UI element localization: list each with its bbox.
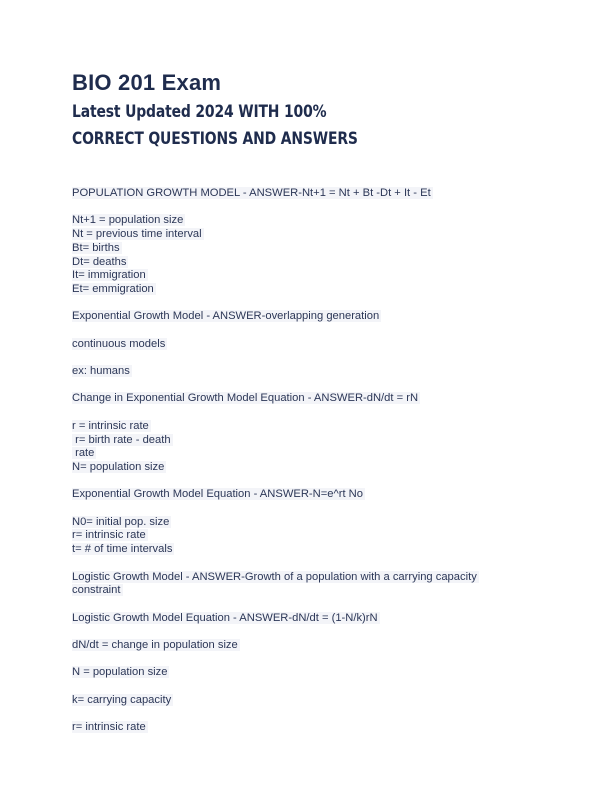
text-line-content: N= population size bbox=[72, 460, 165, 473]
text-line bbox=[72, 516, 532, 530]
text-line-content: Bt= births bbox=[72, 241, 120, 254]
blank-line bbox=[72, 653, 532, 667]
text-line-content: r= intrinsic rate bbox=[72, 529, 146, 542]
text-line bbox=[72, 338, 532, 352]
text-line-content: r= birth rate - death bbox=[72, 433, 171, 446]
text-line-content: continuous models bbox=[72, 337, 166, 350]
text-line bbox=[72, 584, 532, 598]
blank-line bbox=[72, 201, 532, 215]
text-line-content: r= intrinsic rate bbox=[72, 721, 146, 734]
text-line-content: N0= initial pop. size bbox=[72, 515, 170, 528]
text-line bbox=[72, 365, 532, 379]
text-line bbox=[72, 187, 532, 201]
text-line-content: Logistic Growth Model Equation - ANSWER-dN/dt = (1-N/k)rN bbox=[72, 611, 378, 624]
blank-line bbox=[72, 324, 532, 338]
text-line-content: Logistic Growth Model - ANSWER-Growth of a population with a carrying capacity bbox=[72, 570, 477, 583]
title-subtitle: Latest Updated 2024 WITH 100% bbox=[72, 102, 327, 122]
text-line bbox=[72, 242, 532, 256]
text-line-content: It= immigration bbox=[72, 269, 146, 282]
text-line bbox=[72, 256, 532, 270]
blank-line bbox=[72, 708, 532, 722]
title-subtitle-line2: CORRECT QUESTIONS AND ANSWERS bbox=[72, 129, 358, 149]
blank-line bbox=[72, 351, 532, 365]
text-line-content: rate bbox=[72, 447, 95, 460]
text-line bbox=[72, 543, 532, 557]
document-title bbox=[72, 70, 532, 153]
text-line bbox=[72, 447, 532, 461]
text-line bbox=[72, 571, 532, 585]
text-line bbox=[72, 214, 532, 228]
text-line bbox=[72, 392, 532, 406]
text-line bbox=[72, 721, 532, 735]
text-line bbox=[72, 269, 532, 283]
text-line-content: r = intrinsic rate bbox=[72, 419, 149, 432]
text-line-content: Nt+1 = population size bbox=[72, 214, 184, 227]
text-line-content: N = population size bbox=[72, 666, 168, 679]
blank-line bbox=[72, 297, 532, 311]
text-line-content: Et= emmigration bbox=[72, 282, 154, 295]
blank-line bbox=[72, 379, 532, 393]
blank-line bbox=[72, 475, 532, 489]
blank-line bbox=[72, 406, 532, 420]
blank-line bbox=[72, 625, 532, 639]
text-line-content: Change in Exponential Growth Model Equation - ANSWER-dN/dt = rN bbox=[72, 392, 419, 405]
blank-line bbox=[72, 557, 532, 571]
text-line-content: dN/dt = change in population size bbox=[72, 639, 238, 652]
text-line-content: k= carrying capacity bbox=[72, 693, 172, 706]
text-line bbox=[72, 694, 532, 708]
text-line bbox=[72, 639, 532, 653]
text-line bbox=[72, 666, 532, 680]
text-line bbox=[72, 434, 532, 448]
text-line bbox=[72, 228, 532, 242]
text-line bbox=[72, 420, 532, 434]
document-page bbox=[72, 70, 532, 735]
text-line-content: ex: humans bbox=[72, 365, 130, 378]
text-line-content: POPULATION GROWTH MODEL - ANSWER-Nt+1 = Nt + Bt -Dt + It - Et bbox=[72, 187, 431, 199]
text-line bbox=[72, 488, 532, 502]
title-main: BIO 201 Exam bbox=[72, 70, 222, 95]
text-line bbox=[72, 310, 532, 324]
text-line-content: Exponential Growth Model Equation - ANSWER-N=e^rt No bbox=[72, 488, 363, 501]
text-line bbox=[72, 461, 532, 475]
text-line-content: Nt = previous time interval bbox=[72, 228, 202, 241]
blank-line bbox=[72, 680, 532, 694]
text-line-content: Exponential Growth Model - ANSWER-overlapping generation bbox=[72, 310, 380, 323]
text-line bbox=[72, 612, 532, 626]
text-line bbox=[72, 283, 532, 297]
text-line-content: constraint bbox=[72, 584, 121, 597]
text-line-content: Dt= deaths bbox=[72, 255, 127, 268]
blank-line bbox=[72, 598, 532, 612]
blank-line bbox=[72, 502, 532, 516]
text-line-content: t= # of time intervals bbox=[72, 543, 173, 556]
document-body bbox=[72, 187, 532, 735]
text-line bbox=[72, 529, 532, 543]
